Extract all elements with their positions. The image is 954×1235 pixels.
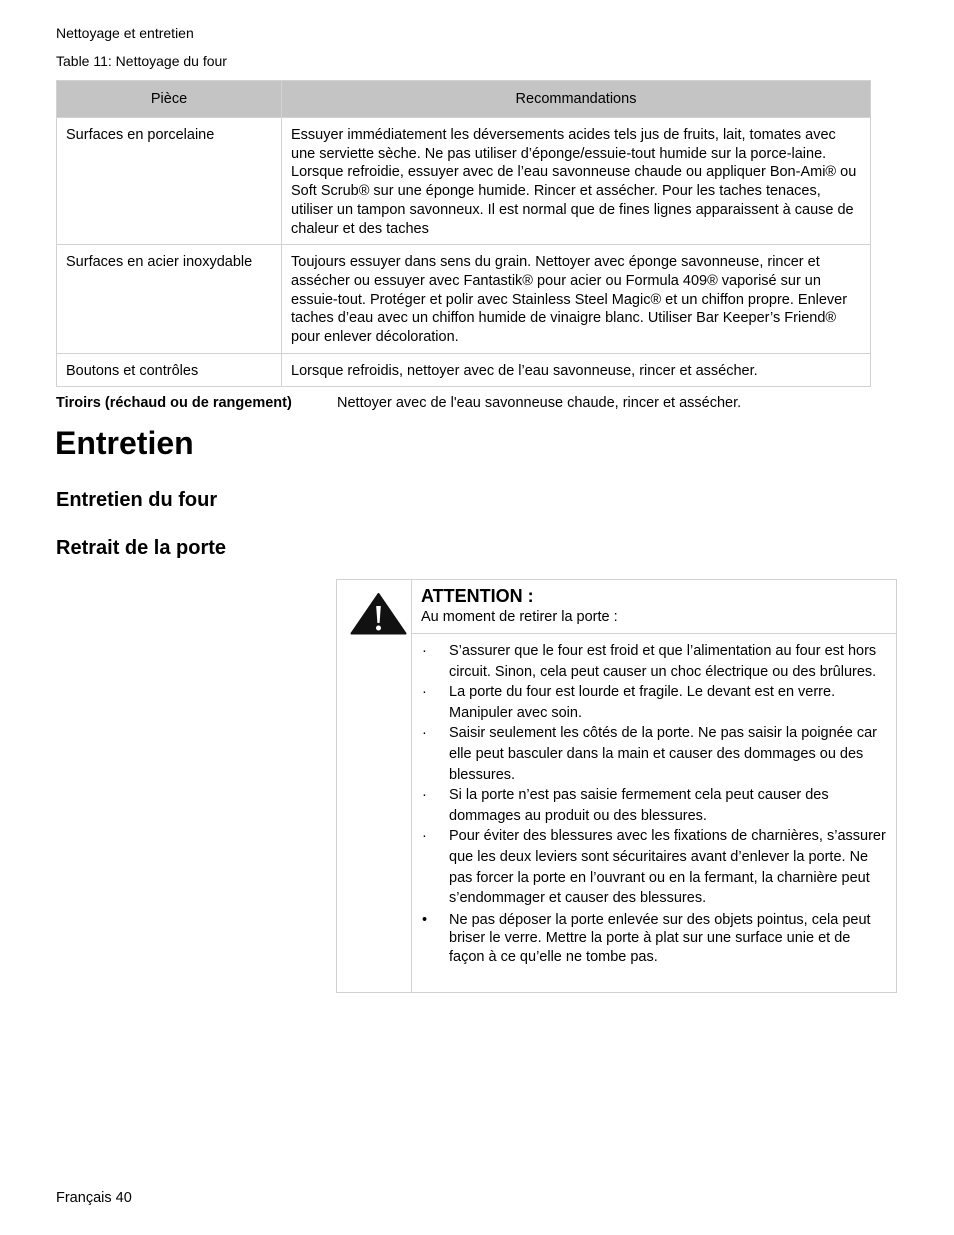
bullet: ·	[422, 828, 427, 845]
drawers-label: Tiroirs (réchaud ou de rangement)	[56, 395, 292, 411]
drawers-text: Nettoyer avec de l'eau savonneuse chaude, rincer et assécher.	[337, 395, 742, 411]
list-item-text: Pour éviter des blessures avec les fixations de charnières, s’assurer que les deux leviers sont sécuritaires avant d’enlever la porte. Ne pas forcer la porte en l’ouvrant ou en la fermant, la charnière peut s’endommager et causer des blessures.	[449, 828, 886, 907]
list-item-text: La porte du four est lourde et fragile. Le devant est en verre. Manipuler avec soin.	[449, 684, 836, 721]
table-row	[57, 118, 871, 245]
part-cell: Surfaces en acier inoxydable	[57, 245, 282, 354]
list-item-text: Ne pas déposer la porte enlevée sur des objets pointus, cela peut briser le verre. Mettre la porte à plat sur une surface unie et de façon à ce qu’elle ne tombe pas.	[449, 911, 871, 965]
list-item-text: Si la porte n’est pas saisie fermement cela peut causer des dommages au produit ou des blessures.	[449, 787, 829, 824]
table-row	[57, 245, 871, 354]
section-heading: Entretien	[55, 425, 194, 461]
column-header-recommendations: Recommandations	[282, 81, 871, 118]
table-row	[57, 353, 871, 387]
list-item	[412, 911, 896, 967]
subsection-heading-door-removal: Retrait de la porte	[56, 537, 227, 559]
list-item	[412, 785, 896, 826]
recommendation-cell: Lorsque refroidis, nettoyer avec de l’eau savonneuse, rincer et assécher.	[282, 353, 871, 387]
list-item-text: S’assurer que le four est froid et que l’alimentation au four est hors circuit. Sinon, cela peut causer un choc électrique ou des brûlures.	[449, 643, 877, 680]
bullet: ·	[422, 684, 427, 701]
recommendation-cell: Essuyer immédiatement les déversements acides tels jus de fruits, lait, tomates avec une serviette sèche. Ne pas utiliser d’éponge/essuie-tout humide sur la porce-laine. Lorsque refroidie, essuyer avec de l’eau savonneuse chaude ou appliquer Bon-Ami® ou Soft Scrub® sur une éponge humide. Rincer et assécher. Pour les taches tenaces, utiliser un tampon savonneux. Il est normal que de fines lignes apparaissent à cause de chaleur et des taches	[282, 118, 871, 245]
part-cell: Boutons et contrôles	[57, 353, 282, 387]
caution-title: ATTENTION :	[421, 586, 534, 606]
subsection-heading-oven-maintenance: Entretien du four	[56, 489, 218, 511]
bullet: ·	[422, 725, 427, 742]
list-item-text: Saisir seulement les côtés de la porte. Ne pas saisir la poignée car elle peut basculer dans la main et causer des dommages ou des blessures.	[449, 725, 877, 783]
caution-header	[412, 580, 896, 634]
caution-list	[412, 641, 896, 967]
page-number: Français 40	[56, 1190, 132, 1206]
caution-box	[336, 579, 897, 993]
column-header-part: Pièce	[57, 81, 282, 118]
caution-icon-column	[337, 580, 412, 992]
list-item	[412, 723, 896, 785]
list-item	[412, 641, 896, 682]
part-cell: Surfaces en porcelaine	[57, 118, 282, 245]
bullet: •	[422, 911, 428, 928]
bullet: ·	[422, 787, 427, 804]
warning-triangle-icon	[350, 592, 407, 635]
table-header-row	[57, 81, 871, 118]
recommendation-cell: Toujours essuyer dans sens du grain. Nettoyer avec éponge savonneuse, rincer et assécher ou essuyer avec Fantastik® pour acier ou Formula 409® vaporisé sur un essuie-tout. Protéger et polir avec Stainless Steel Magic® et un chiffon propre. Enlever taches d’eau avec un chiffon humide de vinaigre blanc. Utiliser Bar Keeper’s Friend® pour enlever décoloration.	[282, 245, 871, 354]
bullet: ·	[422, 643, 427, 659]
caution-intro: Au moment de retirer la porte :	[421, 609, 618, 625]
list-item	[412, 682, 896, 723]
cleaning-table	[56, 80, 871, 387]
running-title: Nettoyage et entretien	[56, 25, 194, 41]
table-caption: Table 11: Nettoyage du four	[56, 53, 227, 69]
list-item	[412, 826, 896, 908]
